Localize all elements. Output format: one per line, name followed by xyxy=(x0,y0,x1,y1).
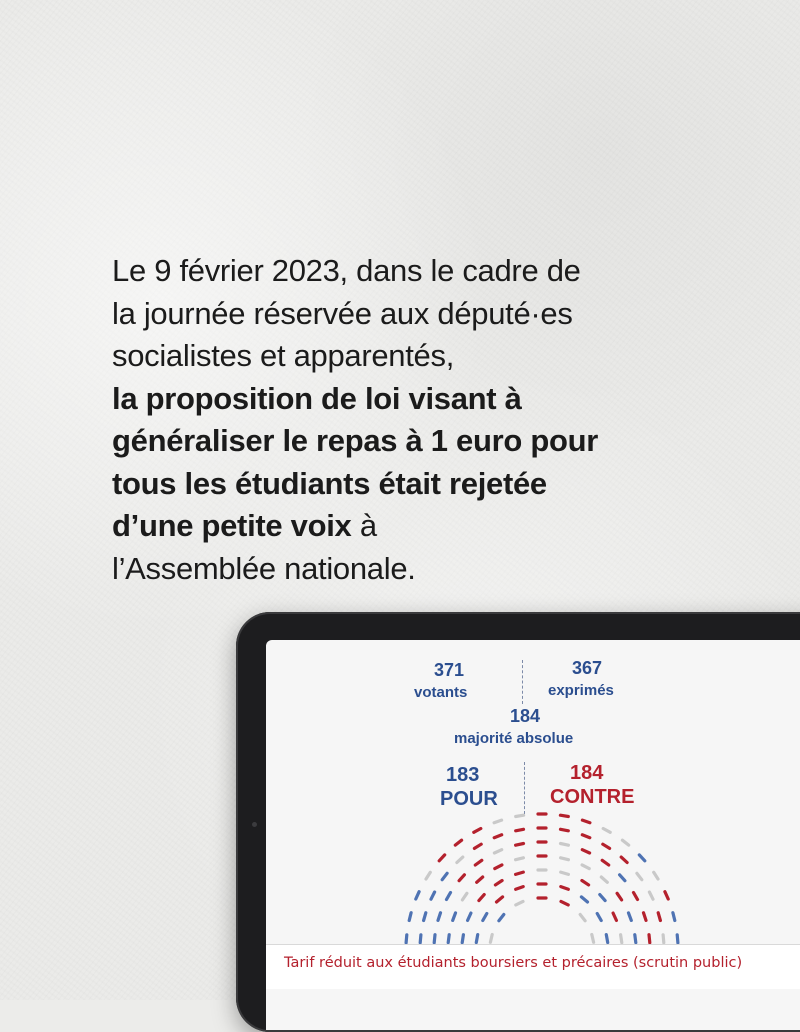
seat-mark xyxy=(406,935,407,943)
seat-mark xyxy=(582,850,589,853)
seat-mark xyxy=(560,815,568,816)
intro-text xyxy=(112,250,712,590)
seat-mark xyxy=(431,892,435,899)
seat-mark xyxy=(459,875,464,881)
seat-mark xyxy=(453,913,456,921)
contre-count: 184 xyxy=(570,762,604,784)
hemicycle-chart xyxy=(392,800,692,950)
seat-mark xyxy=(476,935,477,943)
seat-mark xyxy=(606,935,607,943)
seat-mark xyxy=(434,935,435,943)
seat-mark xyxy=(516,887,524,890)
seat-mark xyxy=(447,893,451,900)
seat-mark xyxy=(637,873,642,879)
exprimes-count: 367 xyxy=(572,658,603,678)
seat-mark xyxy=(649,892,653,899)
seat-mark xyxy=(677,935,678,943)
seat-mark xyxy=(592,935,594,943)
seat-mark xyxy=(462,935,463,943)
camera-dot xyxy=(252,822,257,827)
pour-label: POUR xyxy=(440,788,498,810)
intro-line-2: la journée réservée aux député·es xyxy=(112,295,573,331)
seat-mark xyxy=(561,901,568,905)
majorite-label: majorité absolue xyxy=(454,730,574,747)
intro-line-1: Le 9 février 2023, dans le cadre de xyxy=(112,253,581,288)
intro-bold-line-3: tous les étudiants était rejetée xyxy=(112,465,547,501)
intro-line-7 xyxy=(112,505,712,548)
seat-mark xyxy=(603,844,610,848)
seat-mark xyxy=(439,855,445,861)
seat-mark xyxy=(420,935,421,943)
tablet-device xyxy=(236,612,800,1032)
seat-mark xyxy=(561,887,569,890)
seat-mark xyxy=(474,829,481,833)
seat-mark xyxy=(474,844,481,848)
seat-mark xyxy=(442,873,447,879)
seat-mark xyxy=(479,895,484,901)
seat-mark xyxy=(644,913,647,921)
seat-mark xyxy=(580,915,585,921)
seat-mark xyxy=(516,901,523,905)
separator-top xyxy=(522,660,523,704)
seat-mark xyxy=(468,913,471,920)
seat-mark xyxy=(516,872,524,874)
seat-mark xyxy=(601,877,607,882)
seat-mark xyxy=(561,872,569,874)
seat-mark xyxy=(654,872,658,879)
seat-mark xyxy=(561,829,569,831)
seat-mark xyxy=(582,835,590,838)
seat-mark xyxy=(497,897,503,902)
seat-mark xyxy=(516,844,524,846)
seat-mark xyxy=(424,913,426,921)
seat-mark xyxy=(494,835,502,838)
seat-mark xyxy=(635,935,636,943)
majorite-count: 184 xyxy=(510,706,541,726)
seat-mark xyxy=(620,875,625,881)
caption-text: Tarif réduit aux étudiants boursiers et précaires (scrutin public) xyxy=(284,955,743,971)
intro-line-8: l’Assemblée nationale. xyxy=(112,550,416,586)
tablet-screen xyxy=(266,640,800,1030)
seat-mark xyxy=(561,858,569,860)
seat-mark xyxy=(455,840,461,845)
seat-mark xyxy=(495,881,502,885)
seat-mark xyxy=(462,893,467,900)
seat-mark xyxy=(665,892,668,899)
seat-mark xyxy=(603,829,610,833)
seat-mark xyxy=(416,892,419,899)
seat-mark xyxy=(490,935,492,943)
seat-mark xyxy=(621,935,622,943)
seat-mark xyxy=(634,893,638,900)
seat-mark xyxy=(499,915,504,921)
seat-mark xyxy=(426,872,430,879)
seat-mark xyxy=(639,855,645,861)
contre-label: CONTRE xyxy=(550,786,635,808)
seat-mark xyxy=(494,820,502,823)
seat-mark xyxy=(581,897,587,902)
intro-line-3: socialistes et apparentés, xyxy=(112,338,455,373)
seat-mark xyxy=(483,914,487,921)
seat-mark xyxy=(516,829,524,831)
seat-mark xyxy=(438,913,441,921)
seat-mark xyxy=(663,935,664,943)
seat-mark xyxy=(582,881,589,885)
seat-mark xyxy=(621,857,627,862)
seat-mark xyxy=(602,860,609,865)
intro-bold-line-4: d’une petite voix xyxy=(112,508,352,543)
seat-mark xyxy=(673,913,675,921)
seat-mark xyxy=(622,840,628,845)
seat-mark xyxy=(629,913,632,921)
intro-tail: à xyxy=(351,508,377,543)
intro-bold-line-2: généraliser le repas à 1 euro pour xyxy=(112,423,599,458)
seat-mark xyxy=(477,877,483,882)
seat-mark xyxy=(516,815,524,816)
seat-mark xyxy=(561,844,569,846)
seat-mark xyxy=(494,850,501,853)
seat-mark xyxy=(600,895,605,901)
intro-bold-line-1: la proposition de loi visant à xyxy=(112,380,522,416)
seat-mark xyxy=(582,820,590,823)
seat-mark xyxy=(658,913,660,921)
seat-mark xyxy=(516,858,524,860)
seat-mark xyxy=(617,893,622,900)
seat-mark xyxy=(409,913,411,921)
seat-mark xyxy=(448,935,449,943)
seat-mark xyxy=(582,865,589,869)
caption-bar xyxy=(266,944,800,989)
pour-count: 183 xyxy=(446,764,480,786)
votants-label: votants xyxy=(414,684,468,701)
seat-mark xyxy=(649,935,650,943)
seat-mark xyxy=(495,865,502,869)
seat-mark xyxy=(457,857,463,862)
seat-mark xyxy=(613,913,616,920)
seat-mark xyxy=(475,860,482,865)
seat-mark xyxy=(597,914,601,921)
exprimes-label: exprimés xyxy=(548,682,614,699)
votants-count: 371 xyxy=(434,660,465,680)
